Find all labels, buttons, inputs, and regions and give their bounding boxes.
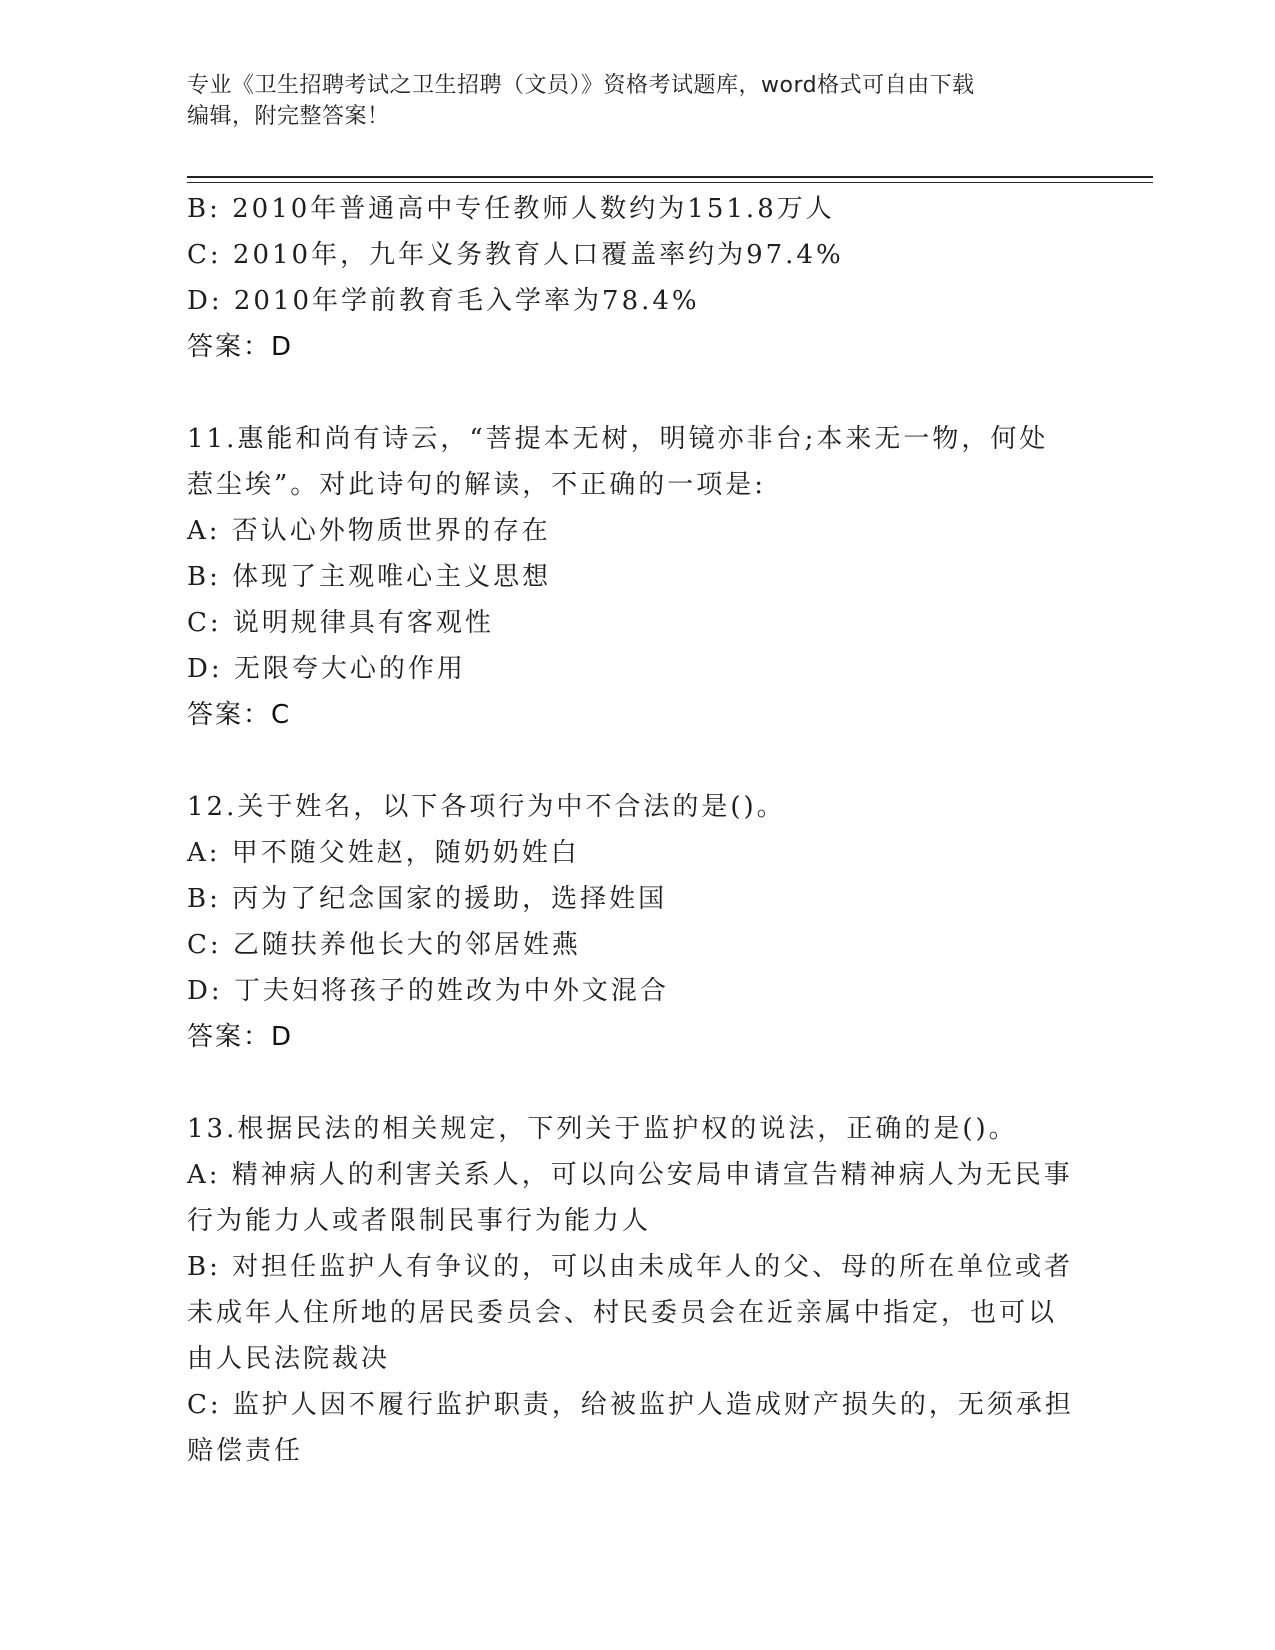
option-c: C: 乙随扶养他长大的邻居姓燕: [187, 930, 581, 960]
question-stem-line: 11.惠能和尚有诗云，“菩提本无树，明镜亦非台;本来无一物，何处: [187, 424, 1049, 454]
header-line-2: 编辑，附完整答案！: [187, 104, 390, 129]
spacer: [187, 1060, 1087, 1106]
option-d: D: 无限夸大心的作用: [187, 654, 466, 684]
option-b: B: 丙为了纪念国家的援助，选择姓国: [187, 884, 668, 914]
question-10-block: [187, 186, 1087, 370]
option-a-line-2: 行为能力人或者限制民事行为能力人: [187, 1206, 652, 1236]
question-stem-line: 惹尘埃”。对此诗句的解读，不正确的一项是:: [187, 470, 767, 500]
option-c-line-2: 赔偿责任: [187, 1436, 304, 1466]
option-a: A: 甲不随父姓赵，随奶奶姓白: [187, 838, 580, 868]
option-b: B: 体现了主观唯心主义思想: [187, 562, 552, 592]
option-d: D: 丁夫妇将孩子的姓改为中外文混合: [187, 976, 669, 1006]
option-c: C: 2010年，九年义务教育人口覆盖率约为97.4%: [187, 240, 844, 270]
answer-label: 答案：D: [187, 332, 294, 362]
question-13-block: [187, 1106, 1087, 1474]
question-stem-line: 13.根据民法的相关规定，下列关于监护权的说法，正确的是()。: [187, 1114, 1018, 1144]
header-line-1: 专业《卫生招聘考试之卫生招聘（文员）》资格考试题库，word格式可自由下载: [187, 73, 975, 98]
option-c-line-1: C: 监护人因不履行监护职责，给被监护人造成财产损失的，无须承担: [187, 1390, 1074, 1420]
question-12-block: [187, 784, 1087, 1060]
header-rule-thin: [187, 182, 1153, 183]
spacer: [187, 738, 1087, 784]
answer-label: 答案：C: [187, 700, 292, 730]
question-stem-line: 12.关于姓名，以下各项行为中不合法的是()。: [187, 792, 786, 822]
answer-label: 答案：D: [187, 1022, 294, 1052]
option-b-line-1: B: 对担任监护人有争议的，可以由未成年人的父、母的所在单位或者: [187, 1252, 1074, 1282]
option-b: B: 2010年普通高中专任教师人数约为151.8万人: [187, 194, 835, 224]
option-b-line-3: 由人民法院裁决: [187, 1344, 391, 1374]
header-rule-thick: [187, 176, 1153, 178]
question-content: [187, 186, 1087, 1474]
option-a: A: 否认心外物质世界的存在: [187, 516, 551, 546]
question-11-block: [187, 416, 1087, 738]
option-a-line-1: A: 精神病人的利害关系人，可以向公安局申请宣告精神病人为无民事: [187, 1160, 1073, 1190]
spacer: [187, 370, 1087, 416]
option-c: C: 说明规律具有客观性: [187, 608, 494, 638]
document-header: [187, 70, 1067, 132]
option-d: D: 2010年学前教育毛入学率为78.4%: [187, 286, 700, 316]
option-b-line-2: 未成年人住所地的居民委员会、村民委员会在近亲属中指定，也可以: [187, 1298, 1058, 1328]
